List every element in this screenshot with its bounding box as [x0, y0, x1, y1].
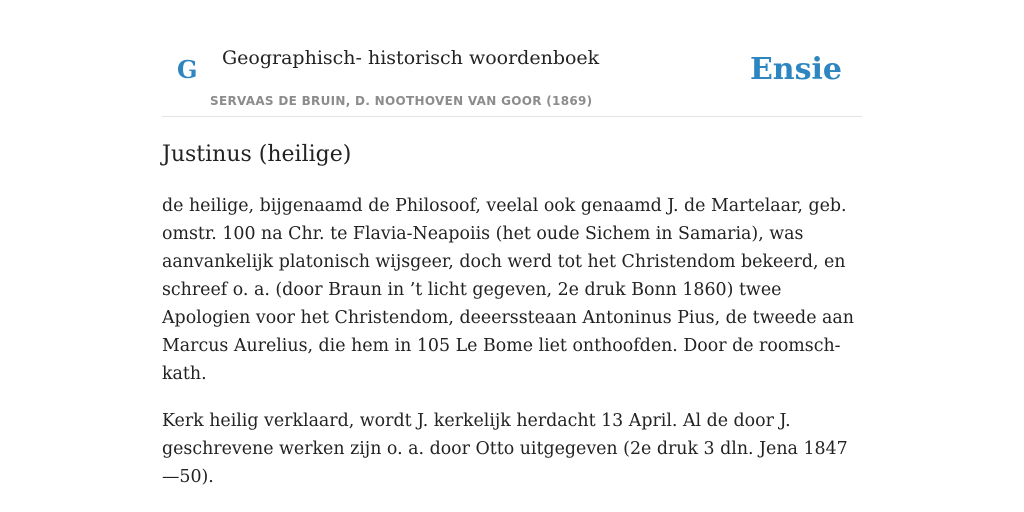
entry-body	[162, 192, 862, 510]
entry-paragraph: Kerk heilig verklaard, wordt J. kerkelijk herdacht 13 April. Al de door J. geschrevene werken zijn o. a. door Otto uitgegeven (2e druk 3 dln. Jena 1847—50).	[162, 411, 848, 487]
ensie-logo-link[interactable]: Ensie	[749, 52, 842, 87]
dictionary-title-link[interactable]: Geographisch- historisch woordenboek	[222, 47, 600, 69]
letter-index-link[interactable]: G	[177, 55, 198, 84]
entry-paragraph: de heilige, bijgenaamd de Philosoof, veelal ook genaamd J. de Martelaar, geb. omstr. 100 na Chr. te Flavia-Neapoiis (het oude Sichem in Samaria), was aanvankelijk platonisch wijsgeer, doch werd tot het Christendom bekeerd, en schreef o. a. (door Braun in ’t licht gegeven, 2e druk Bonn 1860) twee Apologien voor het Christendom, deeerssteaan Antoninus Pius, de tweede aan Marcus Aurelius, die hem in 105 Le Bome liet onthoofden. Door de roomsch-kath.	[162, 196, 854, 384]
dictionary-authors: SERVAAS DE BRUIN, D. NOOTHOVEN VAN GOOR (1869)	[210, 94, 593, 108]
dictionary-header	[162, 0, 862, 117]
entry-title: Justinus (heilige)	[162, 142, 352, 167]
